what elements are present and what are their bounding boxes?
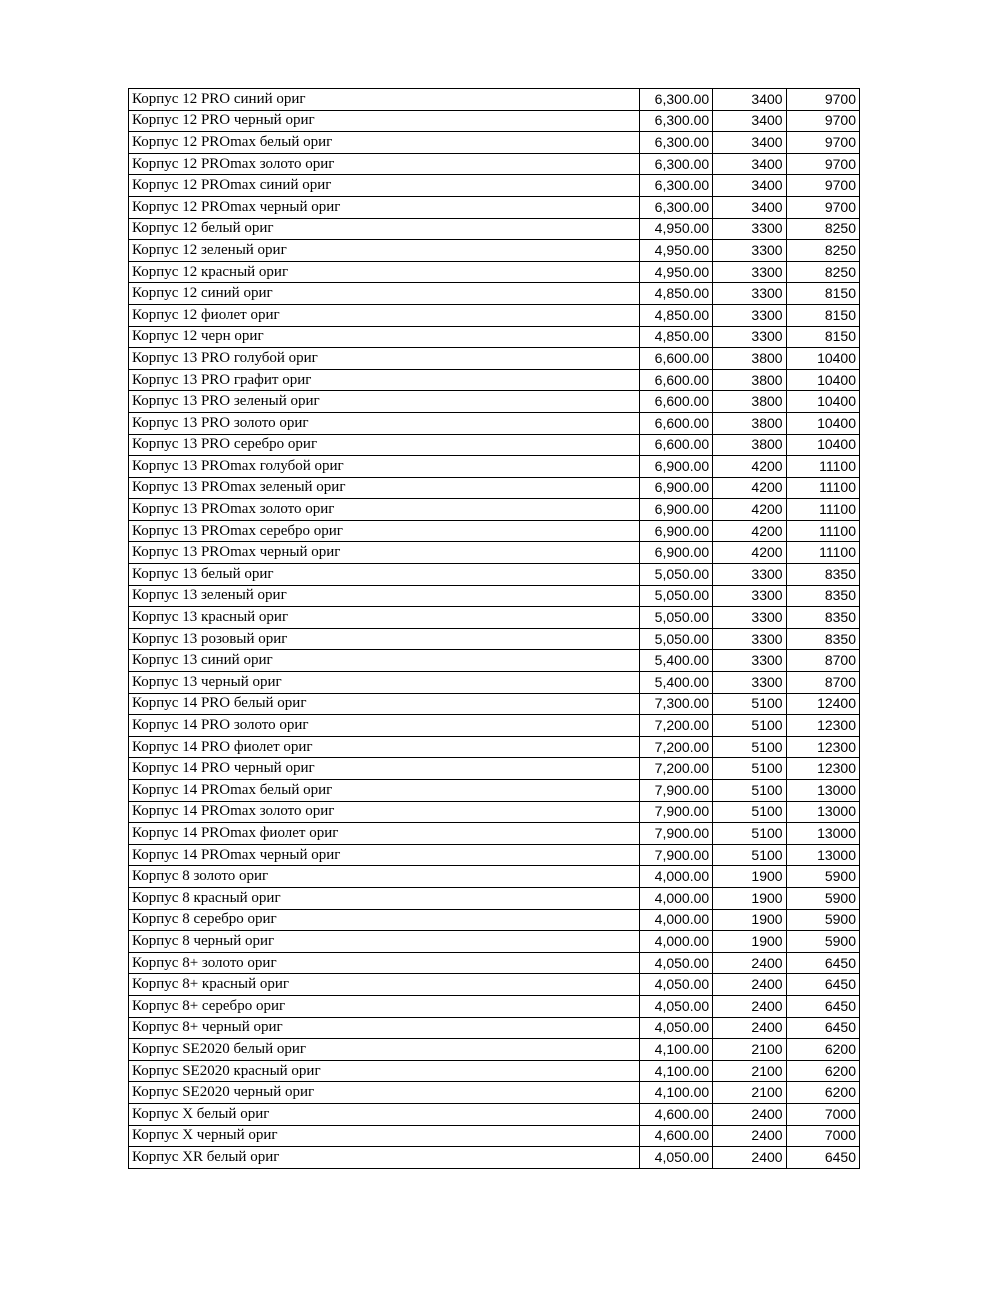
- price-cell: 7,200.00: [639, 715, 712, 737]
- value-cell-4: 13000: [786, 844, 859, 866]
- price-cell: 6,900.00: [639, 542, 712, 564]
- table-row: [129, 995, 860, 1017]
- product-name-cell: Корпус 12 синий ориг: [129, 283, 640, 305]
- value-cell-4: 8150: [786, 326, 859, 348]
- table-row: [129, 110, 860, 132]
- value-cell-3: 3300: [713, 585, 786, 607]
- price-cell: 7,900.00: [639, 801, 712, 823]
- product-name-cell: Корпус SE2020 белый ориг: [129, 1039, 640, 1061]
- table-row: [129, 412, 860, 434]
- value-cell-3: 2400: [713, 1017, 786, 1039]
- value-cell-3: 3300: [713, 261, 786, 283]
- product-name-cell: Корпус 8 серебро ориг: [129, 909, 640, 931]
- table-row: [129, 650, 860, 672]
- value-cell-3: 3300: [713, 650, 786, 672]
- product-name-cell: Корпус 13 PRO серебро ориг: [129, 434, 640, 456]
- value-cell-4: 5900: [786, 931, 859, 953]
- price-cell: 5,400.00: [639, 650, 712, 672]
- product-name-cell: Корпус SE2020 красный ориг: [129, 1060, 640, 1082]
- value-cell-3: 3300: [713, 240, 786, 262]
- value-cell-3: 4200: [713, 520, 786, 542]
- value-cell-4: 11100: [786, 477, 859, 499]
- price-cell: 4,050.00: [639, 1017, 712, 1039]
- value-cell-3: 2100: [713, 1082, 786, 1104]
- table-row: [129, 499, 860, 521]
- price-cell: 7,900.00: [639, 844, 712, 866]
- value-cell-4: 12300: [786, 736, 859, 758]
- table-row: [129, 909, 860, 931]
- price-cell: 6,600.00: [639, 348, 712, 370]
- table-row: [129, 1082, 860, 1104]
- value-cell-3: 3300: [713, 628, 786, 650]
- value-cell-3: 5100: [713, 780, 786, 802]
- value-cell-4: 9700: [786, 175, 859, 197]
- price-cell: 6,300.00: [639, 110, 712, 132]
- value-cell-3: 3400: [713, 110, 786, 132]
- table-row: [129, 434, 860, 456]
- value-cell-3: 3400: [713, 175, 786, 197]
- price-cell: 4,950.00: [639, 240, 712, 262]
- value-cell-3: 3300: [713, 607, 786, 629]
- price-cell: 5,400.00: [639, 672, 712, 694]
- product-name-cell: Корпус 12 PROmax белый ориг: [129, 132, 640, 154]
- value-cell-3: 2100: [713, 1060, 786, 1082]
- product-name-cell: Корпус 13 черный ориг: [129, 672, 640, 694]
- product-name-cell: Корпус X черный ориг: [129, 1125, 640, 1147]
- product-name-cell: Корпус 12 PROmax синий ориг: [129, 175, 640, 197]
- price-cell: 4,100.00: [639, 1060, 712, 1082]
- value-cell-3: 2100: [713, 1039, 786, 1061]
- price-cell: 6,300.00: [639, 89, 712, 111]
- product-name-cell: Корпус 13 PRO золото ориг: [129, 412, 640, 434]
- table-row: [129, 283, 860, 305]
- value-cell-4: 11100: [786, 499, 859, 521]
- value-cell-4: 8350: [786, 564, 859, 586]
- value-cell-3: 3400: [713, 89, 786, 111]
- value-cell-3: 5100: [713, 715, 786, 737]
- product-name-cell: Корпус 13 красный ориг: [129, 607, 640, 629]
- table-row: [129, 715, 860, 737]
- product-name-cell: Корпус 8+ серебро ориг: [129, 995, 640, 1017]
- table-row: [129, 456, 860, 478]
- product-name-cell: Корпус 8 красный ориг: [129, 887, 640, 909]
- value-cell-3: 5100: [713, 844, 786, 866]
- value-cell-4: 8250: [786, 240, 859, 262]
- table-row: [129, 585, 860, 607]
- value-cell-3: 3300: [713, 672, 786, 694]
- product-name-cell: Корпус 8+ черный ориг: [129, 1017, 640, 1039]
- table-row: [129, 196, 860, 218]
- value-cell-3: 5100: [713, 801, 786, 823]
- table-row: [129, 866, 860, 888]
- value-cell-3: 2400: [713, 974, 786, 996]
- value-cell-3: 2400: [713, 995, 786, 1017]
- value-cell-4: 8700: [786, 650, 859, 672]
- table-row: [129, 628, 860, 650]
- product-name-cell: Корпус 8+ красный ориг: [129, 974, 640, 996]
- price-cell: 4,050.00: [639, 952, 712, 974]
- table-row: [129, 175, 860, 197]
- price-cell: 4,000.00: [639, 866, 712, 888]
- value-cell-4: 6200: [786, 1082, 859, 1104]
- value-cell-4: 11100: [786, 456, 859, 478]
- price-cell: 6,900.00: [639, 456, 712, 478]
- product-name-cell: Корпус 14 PRO золото ориг: [129, 715, 640, 737]
- table-row: [129, 1039, 860, 1061]
- value-cell-4: 13000: [786, 780, 859, 802]
- table-row: [129, 132, 860, 154]
- value-cell-3: 3800: [713, 348, 786, 370]
- value-cell-4: 7000: [786, 1103, 859, 1125]
- price-cell: 5,050.00: [639, 564, 712, 586]
- price-cell: 4,050.00: [639, 1147, 712, 1169]
- price-cell: 6,300.00: [639, 132, 712, 154]
- price-cell: 6,600.00: [639, 412, 712, 434]
- value-cell-4: 5900: [786, 887, 859, 909]
- value-cell-4: 8700: [786, 672, 859, 694]
- value-cell-3: 5100: [713, 823, 786, 845]
- value-cell-3: 3300: [713, 564, 786, 586]
- value-cell-3: 2400: [713, 1103, 786, 1125]
- product-name-cell: Корпус 14 PROmax белый ориг: [129, 780, 640, 802]
- price-cell: 6,900.00: [639, 499, 712, 521]
- table-row: [129, 391, 860, 413]
- product-name-cell: Корпус 13 PRO зеленый ориг: [129, 391, 640, 413]
- value-cell-4: 12300: [786, 715, 859, 737]
- table-row: [129, 823, 860, 845]
- product-name-cell: Корпус 13 белый ориг: [129, 564, 640, 586]
- product-name-cell: Корпус 14 PROmax фиолет ориг: [129, 823, 640, 845]
- product-name-cell: Корпус 14 PROmax черный ориг: [129, 844, 640, 866]
- value-cell-4: 10400: [786, 391, 859, 413]
- value-cell-3: 3300: [713, 218, 786, 240]
- value-cell-3: 3300: [713, 304, 786, 326]
- product-name-cell: Корпус 12 PROmax золото ориг: [129, 153, 640, 175]
- value-cell-3: 5100: [713, 693, 786, 715]
- value-cell-4: 12300: [786, 758, 859, 780]
- value-cell-3: 3800: [713, 434, 786, 456]
- value-cell-3: 4200: [713, 499, 786, 521]
- price-cell: 7,200.00: [639, 758, 712, 780]
- table-row: [129, 542, 860, 564]
- product-name-cell: Корпус 12 PRO черный ориг: [129, 110, 640, 132]
- price-cell: 5,050.00: [639, 607, 712, 629]
- value-cell-3: 2400: [713, 1125, 786, 1147]
- product-name-cell: Корпус 12 красный ориг: [129, 261, 640, 283]
- product-name-cell: Корпус 13 PROmax зеленый ориг: [129, 477, 640, 499]
- table-row: [129, 520, 860, 542]
- product-name-cell: Корпус 12 PROmax черный ориг: [129, 196, 640, 218]
- value-cell-4: 9700: [786, 89, 859, 111]
- price-cell: 4,600.00: [639, 1103, 712, 1125]
- product-name-cell: Корпус 13 розовый ориг: [129, 628, 640, 650]
- price-cell: 4,000.00: [639, 887, 712, 909]
- value-cell-4: 8250: [786, 218, 859, 240]
- value-cell-4: 6450: [786, 974, 859, 996]
- value-cell-3: 1900: [713, 866, 786, 888]
- table-row: [129, 261, 860, 283]
- price-cell: 6,600.00: [639, 434, 712, 456]
- table-row: [129, 304, 860, 326]
- value-cell-3: 3800: [713, 369, 786, 391]
- product-name-cell: Корпус 12 фиолет ориг: [129, 304, 640, 326]
- price-cell: 4,050.00: [639, 995, 712, 1017]
- value-cell-3: 4200: [713, 477, 786, 499]
- price-cell: 4,000.00: [639, 909, 712, 931]
- product-name-cell: Корпус 13 PROmax золото ориг: [129, 499, 640, 521]
- price-cell: 4,600.00: [639, 1125, 712, 1147]
- table-row: [129, 1125, 860, 1147]
- product-name-cell: Корпус 14 PRO белый ориг: [129, 693, 640, 715]
- product-name-cell: Корпус 13 PROmax голубой ориг: [129, 456, 640, 478]
- value-cell-3: 3400: [713, 132, 786, 154]
- price-cell: 4,850.00: [639, 326, 712, 348]
- price-cell: 6,300.00: [639, 175, 712, 197]
- product-name-cell: Корпус 12 зеленый ориг: [129, 240, 640, 262]
- value-cell-3: 5100: [713, 736, 786, 758]
- price-cell: 4,950.00: [639, 218, 712, 240]
- table-row: [129, 1147, 860, 1169]
- value-cell-3: 5100: [713, 758, 786, 780]
- value-cell-4: 12400: [786, 693, 859, 715]
- product-name-cell: Корпус 12 черн ориг: [129, 326, 640, 348]
- product-name-cell: Корпус 13 синий ориг: [129, 650, 640, 672]
- table-row: [129, 607, 860, 629]
- price-table-body: [129, 89, 860, 1169]
- table-row: [129, 369, 860, 391]
- product-name-cell: Корпус 13 PRO графит ориг: [129, 369, 640, 391]
- value-cell-4: 11100: [786, 542, 859, 564]
- product-name-cell: Корпус 14 PRO фиолет ориг: [129, 736, 640, 758]
- product-name-cell: Корпус 12 PRO синий ориг: [129, 89, 640, 111]
- product-name-cell: Корпус X белый ориг: [129, 1103, 640, 1125]
- product-name-cell: Корпус 12 белый ориг: [129, 218, 640, 240]
- value-cell-4: 6200: [786, 1060, 859, 1082]
- price-cell: 4,100.00: [639, 1082, 712, 1104]
- table-row: [129, 887, 860, 909]
- value-cell-4: 6450: [786, 995, 859, 1017]
- price-cell: 5,050.00: [639, 628, 712, 650]
- table-row: [129, 240, 860, 262]
- value-cell-4: 8250: [786, 261, 859, 283]
- product-name-cell: Корпус 8 золото ориг: [129, 866, 640, 888]
- value-cell-3: 2400: [713, 1147, 786, 1169]
- table-row: [129, 153, 860, 175]
- value-cell-3: 3800: [713, 391, 786, 413]
- value-cell-3: 1900: [713, 931, 786, 953]
- value-cell-3: 1900: [713, 887, 786, 909]
- table-row: [129, 1103, 860, 1125]
- value-cell-4: 8150: [786, 283, 859, 305]
- price-cell: 4,000.00: [639, 931, 712, 953]
- price-cell: 4,850.00: [639, 283, 712, 305]
- value-cell-3: 4200: [713, 456, 786, 478]
- product-name-cell: Корпус 13 PROmax черный ориг: [129, 542, 640, 564]
- value-cell-4: 6450: [786, 1147, 859, 1169]
- table-row: [129, 89, 860, 111]
- price-cell: 7,900.00: [639, 823, 712, 845]
- value-cell-3: 3800: [713, 412, 786, 434]
- product-name-cell: Корпус 13 PROmax серебро ориг: [129, 520, 640, 542]
- value-cell-3: 2400: [713, 952, 786, 974]
- table-row: [129, 693, 860, 715]
- value-cell-4: 10400: [786, 348, 859, 370]
- price-cell: 4,950.00: [639, 261, 712, 283]
- value-cell-3: 3300: [713, 326, 786, 348]
- table-row: [129, 564, 860, 586]
- product-name-cell: Корпус SE2020 черный ориг: [129, 1082, 640, 1104]
- value-cell-4: 9700: [786, 196, 859, 218]
- table-row: [129, 477, 860, 499]
- table-row: [129, 218, 860, 240]
- value-cell-4: 8150: [786, 304, 859, 326]
- price-cell: 6,900.00: [639, 477, 712, 499]
- table-row: [129, 844, 860, 866]
- table-row: [129, 326, 860, 348]
- value-cell-3: 1900: [713, 909, 786, 931]
- price-cell: 4,850.00: [639, 304, 712, 326]
- value-cell-4: 10400: [786, 412, 859, 434]
- table-row: [129, 780, 860, 802]
- price-cell: 4,050.00: [639, 974, 712, 996]
- value-cell-4: 11100: [786, 520, 859, 542]
- value-cell-4: 5900: [786, 909, 859, 931]
- value-cell-4: 13000: [786, 801, 859, 823]
- value-cell-4: 8350: [786, 585, 859, 607]
- product-name-cell: Корпус 8+ золото ориг: [129, 952, 640, 974]
- product-name-cell: Корпус XR белый ориг: [129, 1147, 640, 1169]
- price-cell: 6,600.00: [639, 391, 712, 413]
- table-row: [129, 736, 860, 758]
- price-cell: 5,050.00: [639, 585, 712, 607]
- value-cell-3: 3400: [713, 196, 786, 218]
- price-cell: 7,200.00: [639, 736, 712, 758]
- table-row: [129, 801, 860, 823]
- product-name-cell: Корпус 13 PRO голубой ориг: [129, 348, 640, 370]
- table-row: [129, 672, 860, 694]
- price-cell: 4,100.00: [639, 1039, 712, 1061]
- table-row: [129, 952, 860, 974]
- value-cell-4: 5900: [786, 866, 859, 888]
- value-cell-4: 9700: [786, 132, 859, 154]
- product-name-cell: Корпус 8 черный ориг: [129, 931, 640, 953]
- value-cell-4: 10400: [786, 369, 859, 391]
- value-cell-4: 6450: [786, 952, 859, 974]
- price-cell: 6,900.00: [639, 520, 712, 542]
- price-cell: 6,300.00: [639, 153, 712, 175]
- value-cell-4: 8350: [786, 628, 859, 650]
- product-name-cell: Корпус 14 PRO черный ориг: [129, 758, 640, 780]
- value-cell-4: 7000: [786, 1125, 859, 1147]
- value-cell-4: 13000: [786, 823, 859, 845]
- value-cell-4: 9700: [786, 153, 859, 175]
- value-cell-4: 6200: [786, 1039, 859, 1061]
- price-cell: 7,900.00: [639, 780, 712, 802]
- value-cell-4: 9700: [786, 110, 859, 132]
- value-cell-4: 6450: [786, 1017, 859, 1039]
- table-row: [129, 1017, 860, 1039]
- product-name-cell: Корпус 14 PROmax золото ориг: [129, 801, 640, 823]
- value-cell-3: 4200: [713, 542, 786, 564]
- price-cell: 6,300.00: [639, 196, 712, 218]
- table-row: [129, 931, 860, 953]
- value-cell-4: 10400: [786, 434, 859, 456]
- product-name-cell: Корпус 13 зеленый ориг: [129, 585, 640, 607]
- table-row: [129, 1060, 860, 1082]
- table-row: [129, 348, 860, 370]
- price-table: [128, 88, 860, 1169]
- table-row: [129, 974, 860, 996]
- table-row: [129, 758, 860, 780]
- price-cell: 7,300.00: [639, 693, 712, 715]
- value-cell-3: 3300: [713, 283, 786, 305]
- value-cell-4: 8350: [786, 607, 859, 629]
- price-cell: 6,600.00: [639, 369, 712, 391]
- value-cell-3: 3400: [713, 153, 786, 175]
